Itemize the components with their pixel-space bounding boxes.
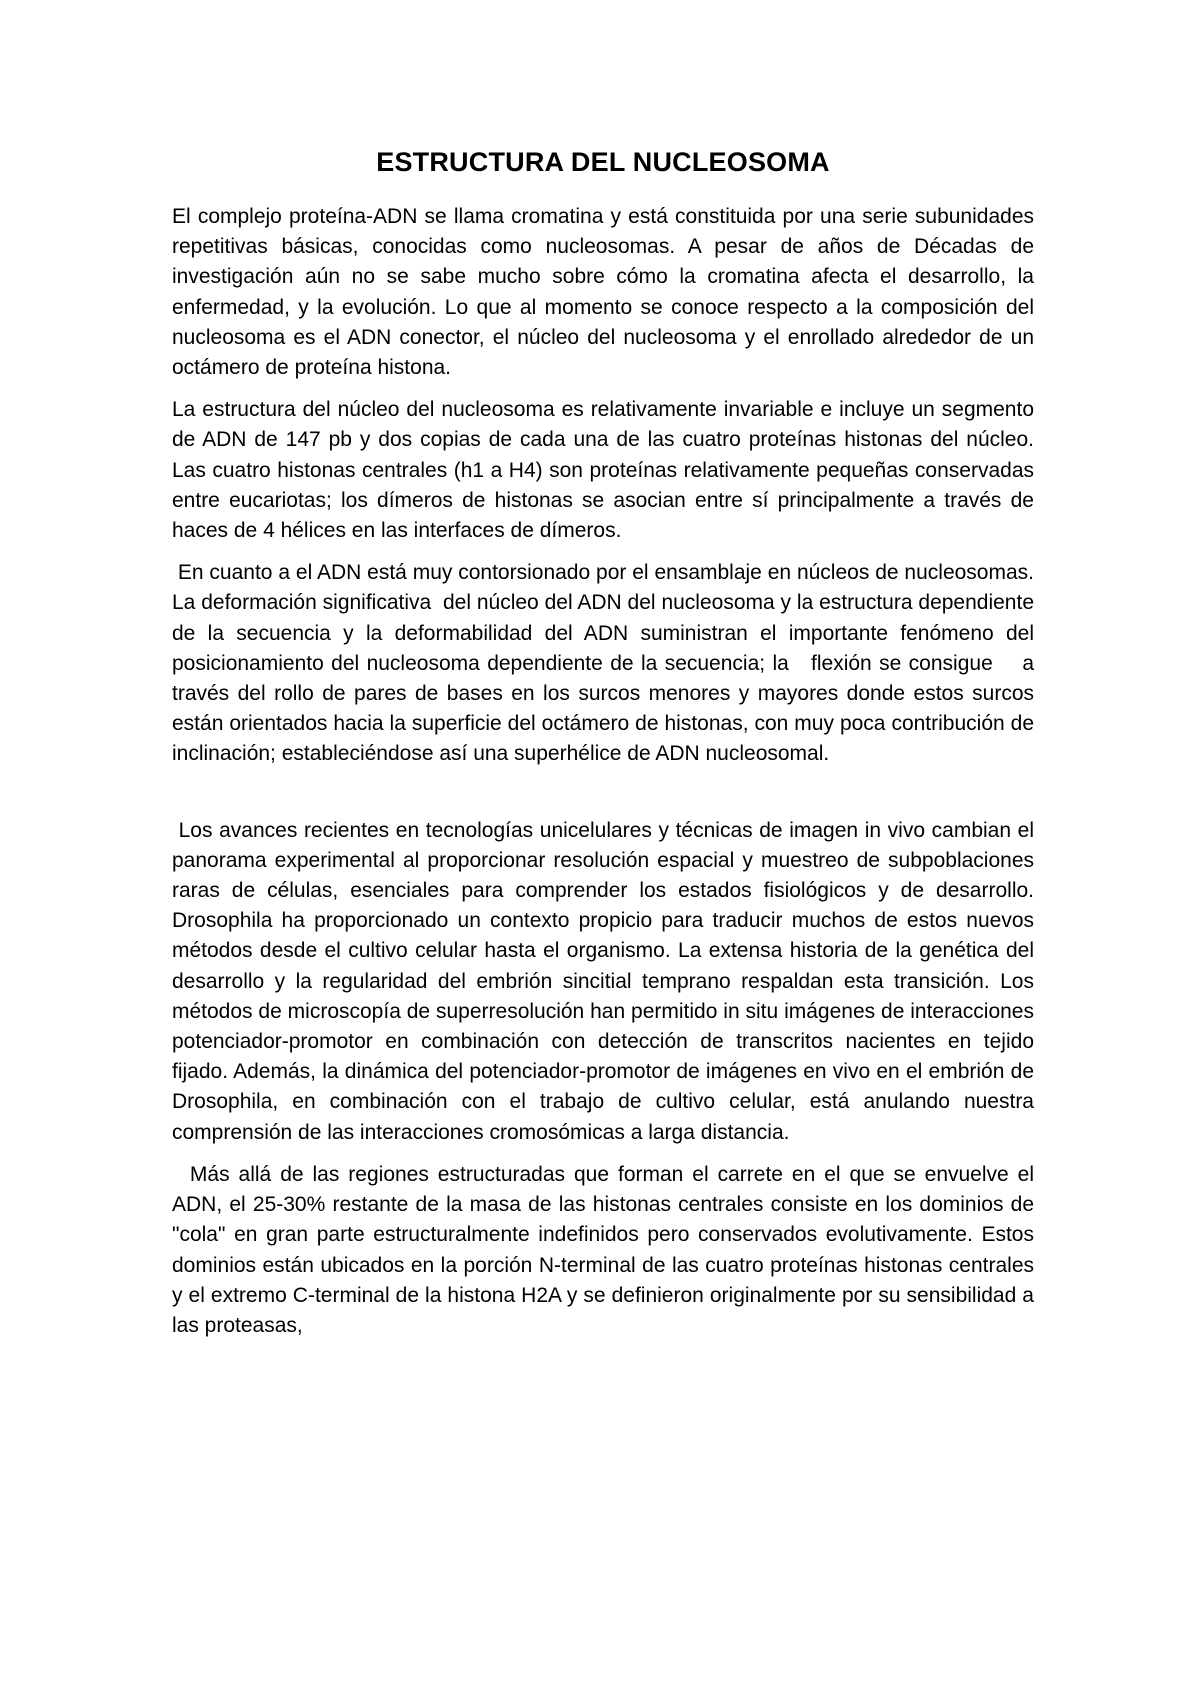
paragraph-3: En cuanto a el ADN está muy contorsionado por el ensamblaje en núcleos de nucleosomas. La deformación significativa del núcleo del ADN del nucleosoma y la estructura dependiente de la secuencia y la deformabilidad del ADN suministran el importante fenómeno del posicionamiento del nucleosoma dependiente de la secuencia; la flexión se consigue a través del rollo de pares de bases en los surcos menores y mayores donde estos surcos están orientados hacia la superficie del octámero de histonas, con muy poca contribución de inclinación; estableciéndose así una superhélice de ADN nucleosomal. (172, 561, 1046, 766)
paragraph-1: El complejo proteína-ADN se llama cromatina y está constituida por una serie subunidades repetitivas básicas, conocidas como nucleosomas. A pesar de años de Décadas de investigación aún no se sabe mucho sobre cómo la cromatina afecta el desarrollo, la enfermedad, y la evolución. Lo que al momento se conoce respecto a la composición del nucleosoma es el ADN conector, el núcleo del nucleosoma y el enrollado alrededor de un octámero de proteína histona. (172, 205, 1040, 380)
paragraph-5: Más allá de las regiones estructuradas que forman el carrete en el que se envuelve el ADN, el 25-30% restante de la masa de las histonas centrales consiste en los dominios de "cola" en gran parte estructuralmente indefinidos pero conservados evolutivamente. Estos dominios están ubicados en la porción N-terminal de las cuatro proteínas histonas centrales y el extremo C-terminal de la histona H2A y se definieron originalmente por su sensibilidad a las proteasas, (172, 1162, 1040, 1337)
document-body (172, 142, 1046, 1353)
paragraph-2: La estructura del núcleo del nucleosoma es relativamente invariable e incluye un segmento de ADN de 147 pb y dos copias de cada una de las cuatro proteínas histonas del núcleo. Las cuatro histonas centrales (h1 a H4) son proteínas relativamente pequeñas conservadas entre eucariotas; los dímeros de histonas se asocian entre sí principalmente a través de haces de 4 hélices en las interfaces de dímeros. (172, 398, 1046, 543)
paragraph-4: Los avances recientes en tecnologías unicelulares y técnicas de imagen in vivo cambian el panorama experimental al proporcionar resolución espacial y muestreo de subpoblaciones raras de células, esenciales para comprender los estados fisiológicos y de desarrollo. Drosophila ha proporcionado un contexto propicio para traducir muchos de estos nuevos métodos desde el cultivo celular hasta el organismo. La extensa historia de la genética del desarrollo y la regularidad del embrión sincitial temprano respaldan esta transición. Los métodos de microscopía de superresolución han permitido in situ imágenes de interacciones potenciador-promotor en combinación con detección de transcritos nacientes en tejido fijado. Además, la dinámica del potenciador-promotor de imágenes en vivo en el embrión de Drosophila, en combinación con el trabajo de cultivo celular, está anulando nuestra comprensión de las interacciones cromosómicas a larga distancia. (172, 818, 1040, 1144)
page-title: ESTRUCTURA DEL NUCLEOSOMA (376, 147, 830, 177)
